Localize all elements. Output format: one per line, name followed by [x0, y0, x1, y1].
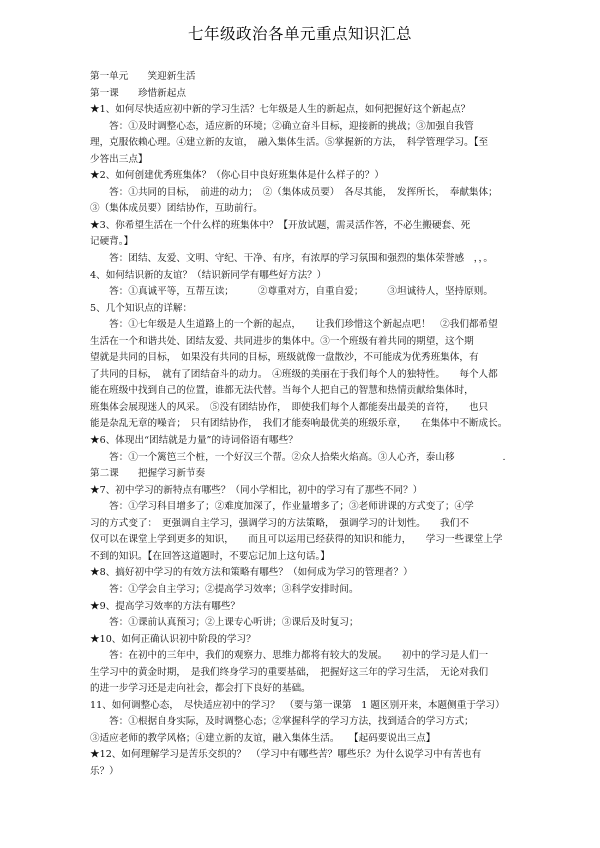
- text-line: 答：团结、友爱、文明、守纪、干净、有序，有浓厚的学习氛围和强烈的集体荣誉感 ，，。: [90, 253, 493, 265]
- text-line: ★6、体现出“团结就是力量”的诗词俗语有哪些？: [90, 435, 298, 447]
- text-line: 能是杂乱无章的噪音； 只有团结协作， 我们才能奏响最优美的班级乐章， 在集体中不断成长。: [90, 418, 508, 430]
- text-line: 能在班级中找到自己的位置，谁都无法代替。当每个人把自己的智慧和热情贡献给集体时，: [90, 385, 474, 397]
- text-line: 答：①真诚平等，互帮互读； ②尊重对方，自重自爱； ③坦诚待人，坚持原则。: [90, 286, 493, 298]
- text-line: ★1、如何尽快适应初中新的学习生活？七年级是人生的新起点，如何把握好这个新起点？: [90, 104, 471, 116]
- text-line: 答：①共同的目标， 前进的动力； ②（集体成员要） 各尽其能， 发挥所长， 奉献集体；: [90, 186, 498, 198]
- text-line: 生学习中的黄金时期， 是我们终身学习的重要基础， 把握好这三年的学习生活， 无论对我们: [90, 666, 489, 678]
- text-line: ★3、你希望生活在一个什么样的班集体中？【开放试题，需灵活作答，不必生搬硬套、死: [90, 219, 471, 231]
- text-line: 答：①根据自身实际，及时调整心态；②掌握科学的学习方法，找到适合的学习方式；: [90, 716, 474, 728]
- text-line: 答：①及时调整心态，适应新的环境；②确立奋斗目标，迎接新的挑战；③加强自我管: [90, 120, 474, 132]
- text-line: 答：①一个篱笆三个桩，一个好汉三个帮。②众人拾柴火焰高。③人心齐，泰山移 .: [90, 451, 506, 463]
- text-line: 答：①七年级是人生道路上的一个新的起点， 让我们珍惜这个新起点吧！ ②我们都希望: [90, 319, 498, 331]
- text-line: ③（集体成员要）团结协作，互助前行。: [90, 203, 263, 215]
- text-line: 理，克服依赖心理。④建立新的友谊， 融入集体生活。⑤掌握新的方法， 科学管理学习。【至: [90, 137, 489, 149]
- text-line: 第一单元 笑迎新生活: [90, 71, 196, 82]
- text-line: 答：①学习科目增多了；②难度加深了，作业量增多了；③老师讲课的方式变了；④学: [90, 501, 474, 513]
- page-title: 七年级政治各单元重点知识汇总: [187, 25, 412, 43]
- text-line: ★9、提高学习效率的方法有哪些？: [90, 600, 241, 612]
- text-line: ③适应老师的教学风格；④建立新的友谊，融入集体生活。 【起码要说出三点】: [90, 732, 436, 744]
- text-line: 第一课 珍惜新起点: [90, 87, 186, 99]
- text-line: 了共同的目标， 就有了团结奋斗的动力。 ④班级的美丽在于我们每个人的独特性。 每个人都: [90, 368, 498, 380]
- text-line: 生活在一个和谐共处、团结友爱、共同进步的集体中。③一个班级有着共同的期望，这个期: [90, 335, 474, 347]
- text-line: 记硬背。】: [90, 236, 134, 248]
- text-line: 乐？）: [90, 765, 119, 777]
- text-line: ★2、如何创建优秀班集体？（你心目中良好班集体是什么样子的？）: [90, 170, 384, 182]
- text-line: 望就是共同的目标， 如果没有共同的目标，班级就像一盘散沙，不可能成为优秀班集体，有: [90, 352, 479, 364]
- text-line: ★10、如何正确认识初中阶段的学习？: [90, 633, 256, 645]
- text-line: 班集体会展现迷人的风采。 ⑤没有团结协作， 即使我们每个人都能奏出最美的音符， 也只: [90, 401, 489, 413]
- text-line: 11、如何调整心态， 尽快适应初中的学习？ （要与第一课第 1 题区别开来，本题侧重于学习）: [90, 699, 505, 711]
- text-line: 答：在初中的三年中，我们的观察力、思维力都将有较大的发展。 初中的学习是人们一: [90, 650, 489, 662]
- text-line: 不到的知识。【在回答这道题时，不要忘记加上这句话。】: [90, 550, 330, 562]
- text-line: 的进一步学习还是走向社会，都会打下良好的基础。: [90, 683, 311, 695]
- text-line: 少答出三点】: [90, 153, 148, 165]
- text-line: 第二课 把握学习新节奏: [90, 468, 206, 480]
- text-line: 仅可以在课堂上学到更多的知识， 而且可以运用已经获得的知识和能力， 学习一些课堂上学: [90, 534, 503, 546]
- document-body: [90, 69, 520, 781]
- text-line: ★12、如何理解学习是苦乐交织的？ （学习中有哪些苦？哪些乐？为什么说学习中有苦也有: [90, 749, 482, 761]
- text-line: 习的方式变了： 更强调自主学习，强调学习的方法策略， 强调学习的计划性。 我们不: [90, 517, 469, 529]
- text-line: 4、如何结识新的友谊？（结识新同学有哪些好方法？）: [90, 269, 327, 281]
- text-line: 答：①学会自主学习；②提高学习效率；③科学安排时间。: [90, 583, 359, 595]
- text-line: 答：①课前认真预习；②上课专心听讲；③课后及时复习；: [90, 617, 359, 629]
- text-line: ★7、初中学习的新特点有哪些？（同小学相比，初中的学习有了那些不同？）: [90, 484, 423, 496]
- text-line: ★8、搞好初中学习的有效方法和策略有哪些？（如何成为学习的管理者？）: [90, 567, 413, 579]
- text-line: 5、几个知识点的详解：: [90, 302, 193, 314]
